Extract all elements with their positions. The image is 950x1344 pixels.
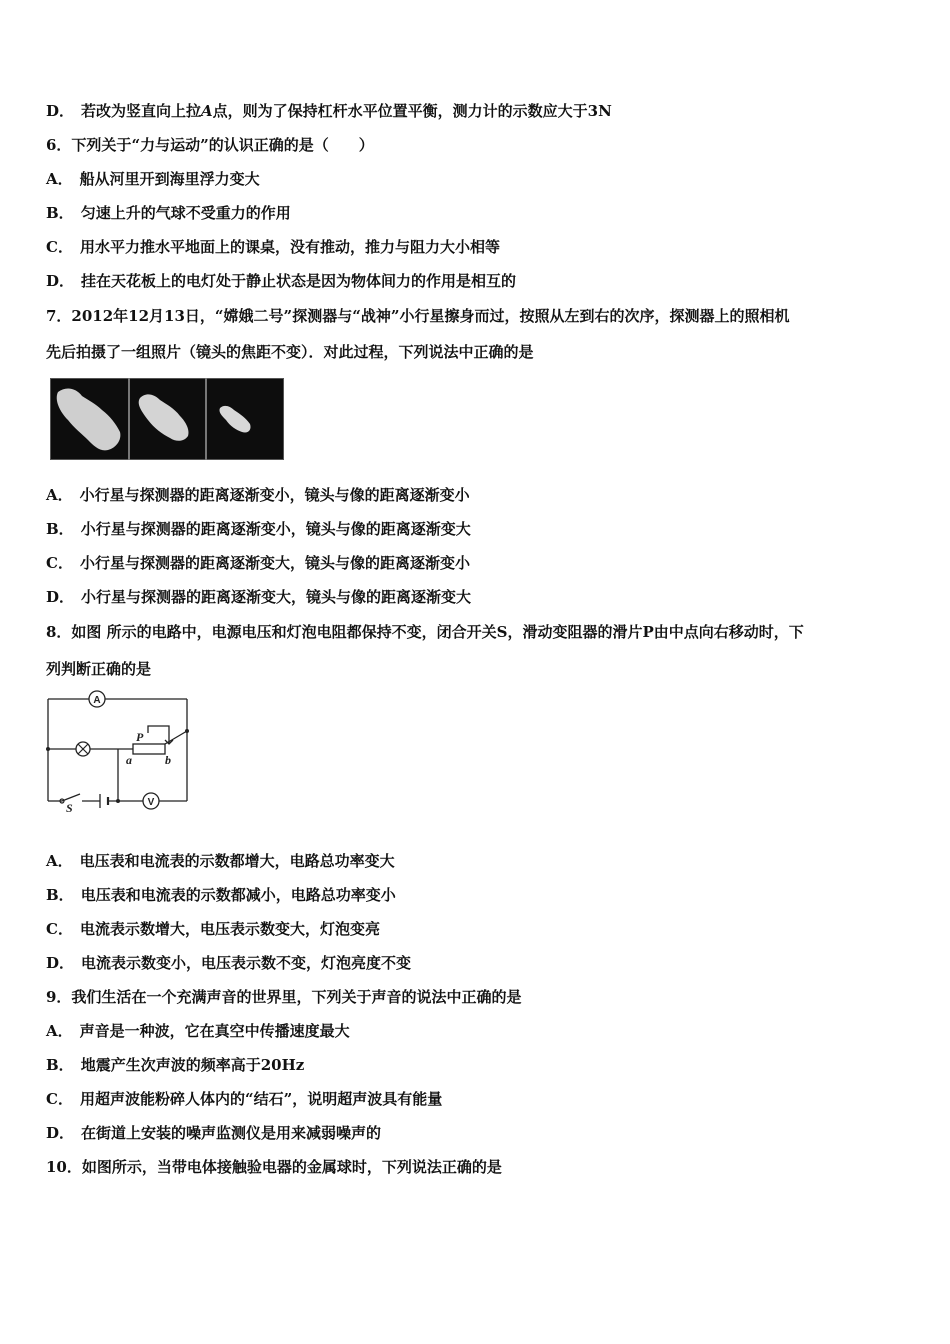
q8-option-a: A． 电压表和电流表的示数都增大，电路总功率变大 — [46, 852, 395, 870]
q7-option-d: D． 小行星与探测器的距离逐渐变大，镜头与像的距离逐渐变大 — [46, 588, 472, 606]
q8-stem-line1: 8．如图 所示的电路中，电源电压和灯泡电阻都保持不变，闭合开关S，滑动变阻器的滑片P由中点向右移动时，下 — [46, 623, 804, 641]
rheostat-end-a: a — [126, 753, 132, 767]
q6-option-a: A． 船从河里开到海里浮力变大 — [46, 170, 260, 188]
q6-stem: 6．下列关于“力与运动”的认识正确的是（ ） — [46, 136, 374, 154]
junction-dot — [185, 729, 189, 733]
switch-label-s: S — [66, 801, 73, 814]
q8-option-b: B． 电压表和电流表的示数都减小，电路总功率变小 — [46, 886, 396, 904]
q9-stem: 9．我们生活在一个充满声音的世界里，下列关于声音的说法中正确的是 — [46, 988, 522, 1006]
q10-stem: 10．如图所示，当带电体接触验电器的金属球时，下列说法正确的是 — [46, 1158, 502, 1176]
q6-option-d: D． 挂在天花板上的电灯处于静止状态是因为物体间力的作用是相互的 — [46, 272, 517, 290]
q9-option-c: C． 用超声波能粉碎人体内的“结石”，说明超声波具有能量 — [46, 1090, 443, 1108]
q7-stem-line2: 先后拍摄了一组照片（镜头的焦距不变）．对此过程，下列说法中正确的是 — [46, 343, 534, 361]
q9-option-a: A． 声音是一种波，它在真空中传播速度最大 — [46, 1022, 350, 1040]
q7-option-b: B． 小行星与探测器的距离逐渐变小，镜头与像的距离逐渐变大 — [46, 520, 471, 538]
q6-option-c: C． 用水平力推水平地面上的课桌，没有推动，推力与阻力大小相等 — [46, 238, 500, 256]
junction-dot — [46, 747, 50, 751]
slider-label-p: P — [136, 730, 144, 744]
q7-option-a: A． 小行星与探测器的距离逐渐变小，镜头与像的距离逐渐变小 — [46, 486, 470, 504]
q5-option-d: D． 若改为竖直向上拉A点，则为了保持杠杆水平位置平衡，测力计的示数应大于3N — [46, 102, 612, 120]
rheostat-end-b: b — [165, 753, 171, 767]
circuit-diagram — [40, 688, 200, 814]
q9-option-d: D． 在街道上安装的噪声监测仪是用来减弱噪声的 — [46, 1124, 382, 1142]
voltmeter-label: V — [147, 797, 155, 808]
q7-stem-line1: 7．2012年12月13日，“嫦娥二号”探测器与“战神”小行星擦身而过，按照从左到右的次序，探测器上的照相机 — [46, 307, 790, 325]
q6-option-b: B． 匀速上升的气球不受重力的作用 — [46, 204, 291, 222]
q7-option-c: C． 小行星与探测器的距离逐渐变大，镜头与像的距离逐渐变小 — [46, 554, 470, 572]
junction-dot — [116, 799, 120, 803]
q8-option-d: D． 电流表示数变小，电压表示数不变，灯泡亮度不变 — [46, 954, 412, 972]
ammeter-label: A — [93, 695, 101, 706]
q8-stem-line2: 列判断正确的是 — [46, 660, 152, 678]
q8-option-c: C． 电流表示数增大，电压表示数变大，灯泡变亮 — [46, 920, 380, 938]
q9-option-b: B． 地震产生次声波的频率高于20Hz — [46, 1056, 305, 1074]
asteroid-photos-figure — [50, 378, 284, 460]
